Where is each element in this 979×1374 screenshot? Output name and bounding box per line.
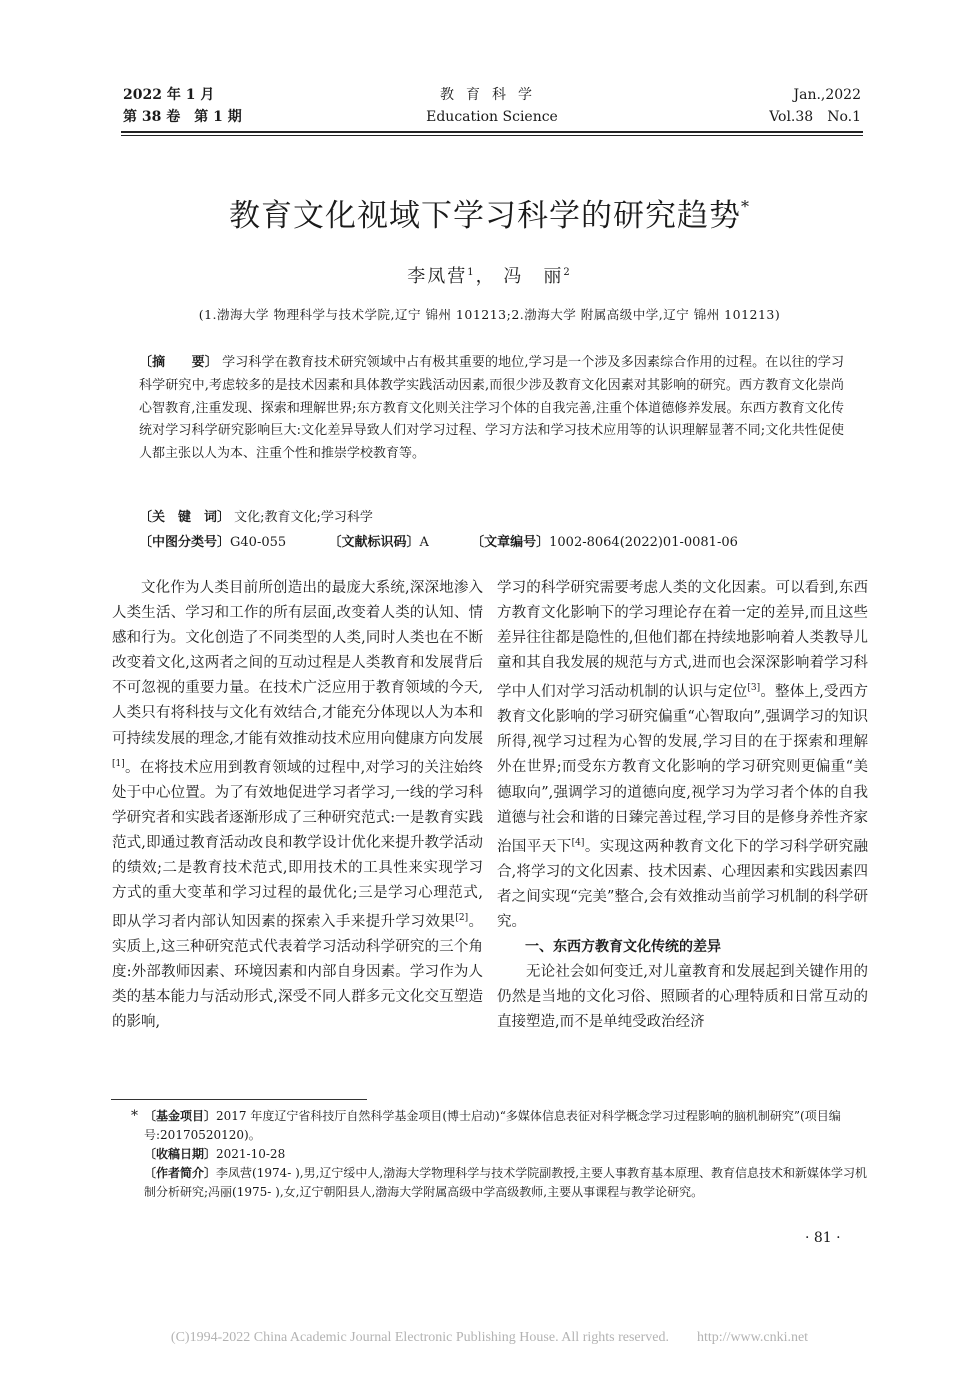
author-2-affil: 2: [563, 267, 572, 278]
header-center: [123, 84, 861, 128]
header-rule-thin: [121, 135, 863, 136]
article-number-label: 〔文章编号〕: [471, 535, 550, 550]
header-right: [769, 84, 861, 128]
fund-note: 〔基金项目〕2017 年度辽宁省科技厅自然科学基金项目(博士启动)“多媒体信息表征对科学概念学习过程影响的脑机制研究”(项目编号:20170520120)。: [144, 1109, 841, 1142]
abstract-text: 学习科学在教育技术研究领域中占有极其重要的地位,学习是一个涉及多因素综合作用的过程。在以往的学习科学研究中,考虑较多的是技术因素和具体教学实践活动因素,而很少涉及教育文化因素对其影响的研究。西方教育文化崇尚心智教育,注重发现、探索和理解世界;东方教育文化则关注学习个体的自我完善,注重个体道德修养发展。东西方教育文化传统对学习科学研究影响巨大:文化差异导致人们对学习过程、学习方法和学习技术应用等的认识理解显著不同;文化共性促使人都主张以人为本、注重个性和推崇学校教育等。: [139, 355, 844, 462]
author-1-affil: 1: [467, 267, 476, 278]
article-meta: [139, 505, 844, 555]
article-title: [0, 190, 979, 235]
body-paragraph: 学习的科学研究需要考虑人类的文化因素。可以看到,东西方教育文化影响下的学习理论存在着一定的差异,而且这些差异往往都是隐性的,但他们都在持续地影响着人类教导儿童和其自我发展的规范与方式,进而也会深深影响着学习科学中人们对学习活动机制的认识与定位[3]。整体上,受西方教育文化影响的学习研究偏重“心智取向”,强调学习的知识所得,视学习过程为心智的发展,学习目的在于探索和理解外在世界;而受东方教育文化影响的学习研究则更偏重“美德取向”,强调学习的道德向度,视学习为学习者个体的自我道德与社会和谐的日臻完善过程,学习目的是修身养性齐家治国平天下[4]。实现这两种教育文化下的学习科学研究融合,将学习的文化因素、技术因素、心理因素和实践因素四者之间实现“完美”整合,会有效推动当前学习机制的科学研究。: [497, 580, 869, 930]
footnote-rule: [111, 1099, 367, 1100]
volume-issue-cn: 第 38 卷 第 1 期: [123, 109, 242, 125]
author-1: 李凤营: [407, 266, 468, 287]
title-text: 教育文化视域下学习科学的研究趋势: [229, 198, 741, 234]
author-line: [0, 262, 979, 288]
author-separator: ，: [475, 266, 496, 287]
citation-ref[interactable]: [3]: [747, 683, 761, 694]
clc-code: G40-055: [230, 535, 287, 550]
doc-code: A: [419, 535, 429, 550]
received-note: 〔收稿日期〕2021-10-28: [144, 1147, 286, 1161]
issue-date-en: Jan.,2022: [793, 87, 861, 103]
doc-code-label: 〔文献标识码〕: [328, 535, 420, 550]
clc-label: 〔中图分类号〕: [139, 535, 231, 550]
keywords-label: 〔关 键 词〕: [139, 510, 231, 525]
author-2: 冯 丽: [503, 266, 564, 287]
title-footnote-mark: *: [741, 197, 750, 216]
body-paragraph: 文化作为人类目前所创造出的最庞大系统,深深地渗入人类生活、学习和工作的所有层面,改变着人类的认知、情感和行为。文化创造了不同类型的人类,同时人类也在不断改变着文化,这两者之间的互动过程是人类教育和发展背后不可忽视的重要力量。在技术广泛应用于教育领域的今天,人类只有将科技与文化有效结合,才能充分体现以人为本和可持续发展的理念,才能有效推动技术应用向健康方向发展[1]。在将技术应用到教育领域的过程中,对学习的关注始终处于中心位置。为了有效地促进学习者学习,一线的学习科学研究者和实践者逐渐形成了三种研究范式:一是教育实践范式,即通过教育活动改良和教学设计优化来提升教学活动的绩效;二是教育技术范式,即用技术的工具性来实现学习方式的重大变革和学习过程的最优化;三是学习心理范式,即从学习者内部认知因素的探索入手来提升学习效果[2]。实质上,这三种研究范式代表着学习活动科学研究的三个角度:外部教师因素、环境因素和内部自身因素。学习作为人类的基本能力与活动形式,深受不同人群多元文化交互塑造的影响,: [112, 580, 484, 1031]
affiliations: (1.渤海大学 物理科学与技术学院,辽宁 锦州 101213;2.渤海大学 附属高级中学,辽宁 锦州 101213): [198, 307, 781, 322]
header-rule-thick: [121, 131, 863, 133]
page-number: · 81 ·: [805, 1230, 841, 1246]
running-header: [123, 84, 861, 132]
volume-issue-en: Vol.38 No.1: [769, 109, 861, 125]
citation-ref[interactable]: [4]: [571, 837, 585, 848]
body-column-left: [112, 576, 483, 1035]
citation-ref[interactable]: [2]: [455, 913, 469, 924]
journal-name-en: Education Science: [426, 109, 558, 125]
abstract-label: 〔摘 要〕: [139, 355, 218, 370]
keywords-row: [139, 505, 844, 530]
copyright-watermark: (C)1994-2022 China Academic Journal Electronic Publishing House. All rights reserved. http://www.cnki.net: [170, 1330, 809, 1345]
abstract: [139, 352, 844, 466]
section-heading: 一、东西方教育文化传统的差异: [525, 938, 721, 955]
keywords: 文化;教育文化;学习科学: [234, 510, 373, 525]
journal-name-cn: 教育科学: [440, 87, 544, 103]
article-number: 1002-8064(2022)01-0081-06: [549, 535, 738, 550]
body-column-right: [497, 576, 868, 1035]
author-note: 〔作者简介〕李凤营(1974- ),男,辽宁绥中人,渤海大学物理科学与技术学院副教授,主要人事教育基本原理、教育信息技术和新媒体学习机制分析研究;冯丽(1975- ),女,辽宁朝阳县人,渤海大学附属高级中学高级教师,主要从事课程与教学论研究。: [144, 1166, 868, 1199]
issue-date-cn: 2022 年 1 月: [123, 87, 215, 103]
footnote-star: *: [131, 1108, 138, 1124]
classification-row: [139, 530, 844, 555]
citation-ref[interactable]: [1]: [112, 758, 125, 769]
footnotes: [131, 1107, 869, 1202]
body-paragraph: 无论社会如何变迁,对儿童教育和发展起到关键作用的仍然是当地的文化习俗、照顾者的心理特质和日常互动的直接塑造,而不是单纯受政治经济: [497, 964, 868, 1031]
